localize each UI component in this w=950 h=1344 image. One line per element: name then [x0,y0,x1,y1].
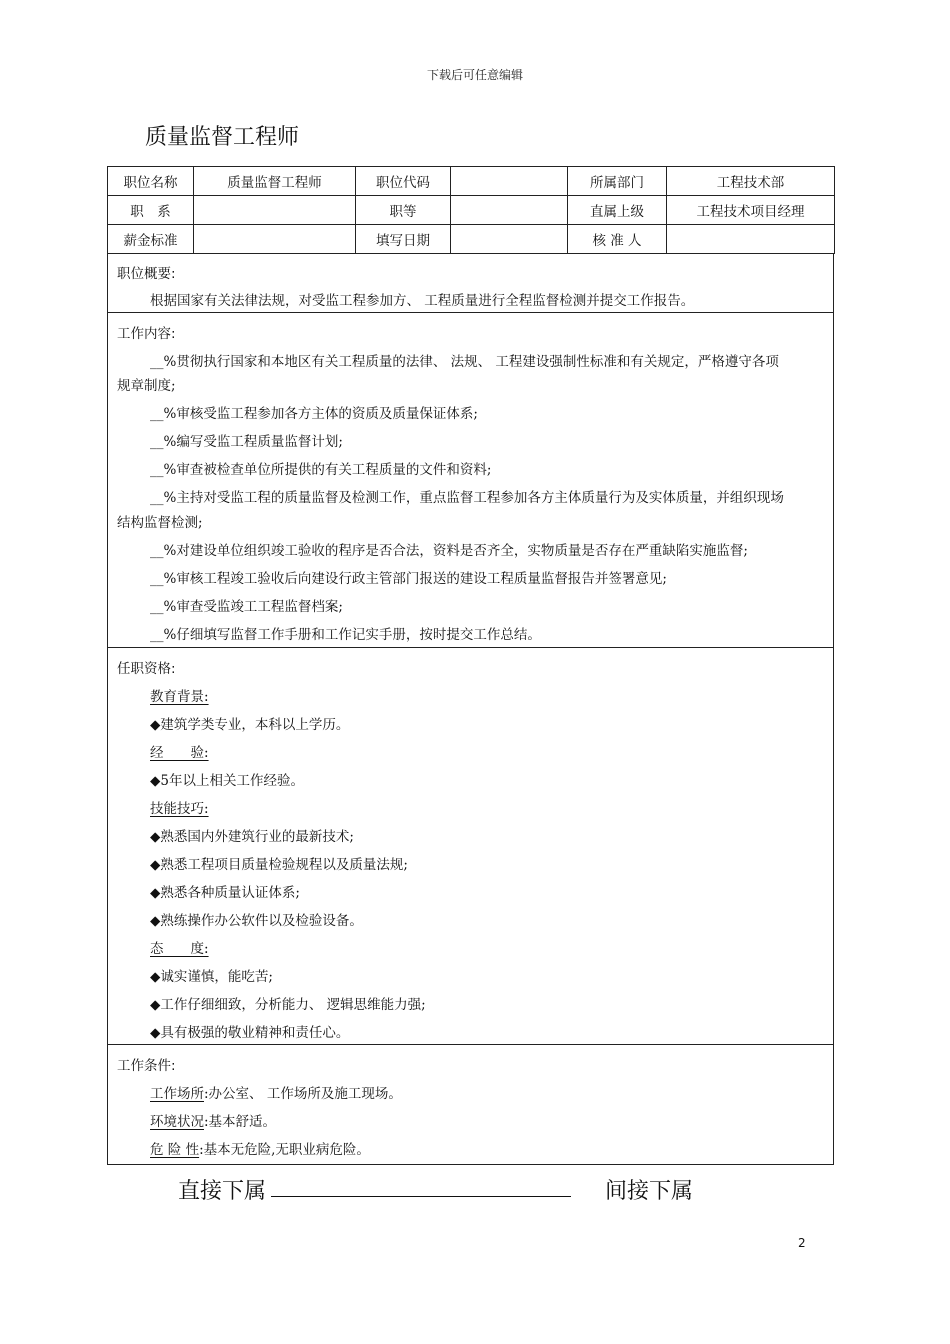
label-position-name: 职位名称 [108,167,194,196]
value-approver [667,225,835,254]
label-approver: 核 准 人 [568,225,667,254]
conditions-section [107,1045,834,1165]
label-department: 所属部门 [568,167,667,196]
position-info-table [107,166,835,254]
risk-value: :基本无危险,无职业病危险。 [199,1142,370,1158]
experience-label-line [108,741,875,761]
work-place-value: :办公室、 工作场所及施工现场。 [204,1086,402,1102]
duty-item: __%审查被检查单位所提供的有关工程质量的文件和资料; [150,462,492,478]
duty-item: __%主持对受监工程的质量监督及检测工作，重点监督工程参加各方主体质量行为及实体质量，并组织现场 [150,490,784,506]
work-place-line [108,1082,875,1102]
skill-item: ◆熟悉工程项目质量检验规程以及质量法规; [150,857,408,873]
skills-label-line [108,797,875,817]
label-job-grade: 职等 [356,196,451,225]
header-note: 下载后可任意编辑 [426,68,523,82]
overview-text: 根据国家有关法律法规，对受监工程参加方、 工程质量进行全程监督检测并提交工作报告。 [150,293,695,309]
risk-label: 危 险 性 [150,1142,200,1158]
value-job-grade [451,196,568,225]
attitude-label: 态 度: [150,941,209,957]
attitude-item: ◆诚实谨慎，能吃苦; [150,969,273,985]
label-job-family: 职 系 [108,196,194,225]
skill-item: ◆熟练操作办公软件以及检验设备。 [150,913,363,929]
duties-section [107,313,834,648]
attitude-item: ◆具有极强的敬业精神和责任心。 [150,1025,350,1041]
info-row [108,196,835,225]
document-title: 质量监督工程师 [145,125,300,150]
duty-item: __%审核工程竣工验收后向建设行政主管部门报送的建设工程质量监督报告并签署意见; [150,571,667,587]
value-fill-date [451,225,568,254]
label-salary: 薪金标准 [108,225,194,254]
duties-heading: 工作内容: [117,326,176,342]
duty-item-continued: 结构监督检测; [117,515,203,531]
page-number: 2 [798,1236,806,1250]
skill-item: ◆熟悉各种质量认证体系; [150,885,300,901]
risk-line [108,1138,875,1158]
duty-item: __%审核受监工程参加各方主体的资质及质量保证体系; [150,406,478,422]
duty-item: __%贯彻执行国家和本地区有关工程质量的法律、 法规、 工程建设强制性标准和有关规定，严格遵守各项 [150,354,779,370]
conditions-heading: 工作条件: [117,1058,176,1074]
attitude-item: ◆工作仔细细致，分析能力、 逻辑思维能力强; [150,997,426,1013]
info-row [108,225,835,254]
skill-item: ◆熟悉国内外建筑行业的最新技术; [150,829,354,845]
work-place-label: 工作场所 [150,1086,204,1102]
education-label: 教育背景: [150,689,209,705]
value-job-family [194,196,356,225]
qualifications-section [107,648,834,1045]
experience-item: ◆5年以上相关工作经验。 [150,773,304,789]
label-supervisor: 直属上级 [568,196,667,225]
qualifications-heading: 任职资格: [117,661,176,677]
experience-label: 经 验: [150,745,209,761]
duty-item: __%审查受监竣工工程监督档案; [150,599,343,615]
value-position-name: 质量监督工程师 [194,167,356,196]
overview-section [107,253,834,313]
skills-label: 技能技巧: [150,801,209,817]
attitude-label-line [108,937,875,957]
overview-heading: 职位概要: [117,266,176,282]
direct-subordinates-blank [271,1196,571,1197]
education-item: ◆建筑学类专业，本科以上学历。 [150,717,350,733]
value-supervisor: 工程技术项目经理 [667,196,835,225]
environment-value: :基本舒适。 [204,1114,277,1130]
duty-item: __%对建设单位组织竣工验收的程序是否合法，资料是否齐全，实物质量是否存在严重缺陷实施监督; [150,543,748,559]
label-position-code: 职位代码 [356,167,451,196]
education-label-line [108,685,875,705]
value-salary [194,225,356,254]
duty-item: __%编写受监工程质量监督计划; [150,434,343,450]
label-fill-date: 填写日期 [356,225,451,254]
duty-item-continued: 规章制度; [117,378,176,394]
direct-subordinates-label: 直接下属 [178,1179,267,1204]
indirect-subordinates-label: 间接下属 [605,1179,694,1204]
value-department: 工程技术部 [667,167,835,196]
info-row [108,167,835,196]
duty-item: __%仔细填写监督工作手册和工作记实手册，按时提交工作总结。 [150,627,541,643]
environment-label: 环境状况 [150,1114,204,1130]
subordinates-line [0,1174,950,1204]
value-position-code [451,167,568,196]
environment-line [108,1110,875,1130]
